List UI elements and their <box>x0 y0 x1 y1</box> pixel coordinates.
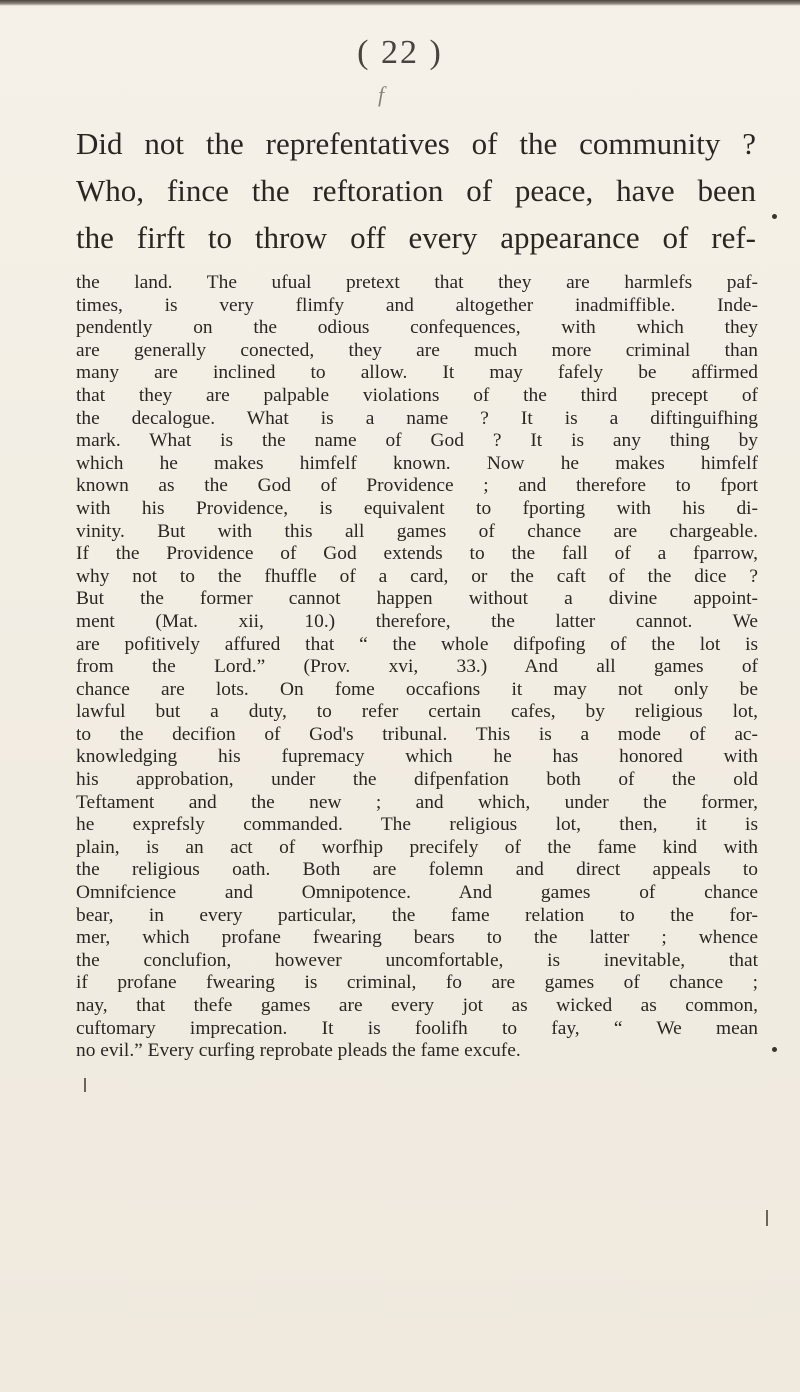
page-number: ( 22 ) <box>357 34 443 71</box>
body-text <box>76 272 758 1063</box>
body-line: pendently on the odious confequences, with which they <box>76 317 758 339</box>
body-line: mer, which profane fwearing bears to the latter ; whence <box>76 927 758 949</box>
body-line: no evil.” Every curfing reprobate pleads the fame excufe. <box>76 1040 521 1062</box>
body-line: he exprefsly commanded. The religious lot, then, it is <box>76 814 758 836</box>
stray-mark-bottom <box>84 1078 86 1092</box>
body-line: to the decifion of God's tribunal. This is a mode of ac- <box>76 723 758 745</box>
body-line: If the Providence of God extends to the fall of a fparrow, <box>76 543 758 565</box>
body-line: are pofitively affured that “ the whole difpofing of the lot is <box>76 633 758 655</box>
body-line: that they are palpable violations of the third precept of <box>76 384 758 406</box>
body-line: mark. What is the name of God ? It is any thing by <box>76 430 758 452</box>
body-line: the conclufion, however uncomfortable, is inevitable, that <box>76 949 758 971</box>
body-line: plain, is an act of worfhip precifely of the fame kind with <box>76 836 758 858</box>
heading-line-2: Who, fince the reftoration of peace, have been <box>76 173 756 208</box>
body-line: times, is very flimfy and altogether inadmiffible. Inde- <box>76 294 758 316</box>
margin-bullet-top <box>772 214 777 219</box>
body-line: the decalogue. What is a name ? It is a diftinguifhing <box>76 407 758 429</box>
body-line: ment (Mat. xii, 10.) therefore, the latter cannot. We <box>76 610 758 632</box>
body-line: the land. The ufual pretext that they are harmlefs paf- <box>76 272 758 293</box>
body-line: Teftament and the new ; and which, under the former, <box>76 791 758 813</box>
heading-line-3: the firft to throw off every appearance of ref- <box>76 220 756 255</box>
body-line: his approbation, under the difpenfation both of the old <box>76 769 758 791</box>
body-line: lawful but a duty, to refer certain cafes, by religious lot, <box>76 701 758 723</box>
body-line: But the former cannot happen without a divine appoint- <box>76 588 758 610</box>
heading-line-1: Did not the reprefentatives of the community ? <box>76 126 756 161</box>
body-line: Omnifcience and Omnipotence. And games of chance <box>76 882 758 904</box>
heading-text <box>76 120 756 261</box>
body-line: known as the God of Providence ; and therefore to fport <box>76 475 758 497</box>
stray-letter-mark: f <box>378 82 385 107</box>
body-line: chance are lots. On fome occafions it may not only be <box>76 678 758 700</box>
body-line: from the Lord.” (Prov. xvi, 33.) And all games of <box>76 656 758 678</box>
margin-bullet-bottom <box>772 1047 777 1052</box>
page-top-edge <box>0 0 800 6</box>
body-line: knowledging his fupremacy which he has honored with <box>76 746 758 768</box>
body-line: why not to the fhuffle of a card, or the caft of the dice ? <box>76 565 758 587</box>
body-line: many are inclined to allow. It may fafely be affirmed <box>76 362 758 384</box>
body-line: the religious oath. Both are folemn and direct appeals to <box>76 859 758 881</box>
stray-mark-right <box>766 1210 768 1226</box>
body-line: with his Providence, is equivalent to fporting with his di- <box>76 497 758 519</box>
body-line: nay, that thefe games are every jot as wicked as common, <box>76 995 758 1016</box>
body-line: cuftomary imprecation. It is foolifh to fay, “ We mean <box>76 1017 758 1039</box>
body-line: if profane fwearing is criminal, fo are games of chance ; <box>76 972 758 994</box>
body-line: which he makes himfelf known. Now he makes himfelf <box>76 452 758 474</box>
body-line: bear, in every particular, the fame relation to the for- <box>76 904 758 926</box>
body-line: are generally conected, they are much more criminal than <box>76 339 758 361</box>
body-line: vinity. But with this all games of chance are chargeable. <box>76 520 758 542</box>
